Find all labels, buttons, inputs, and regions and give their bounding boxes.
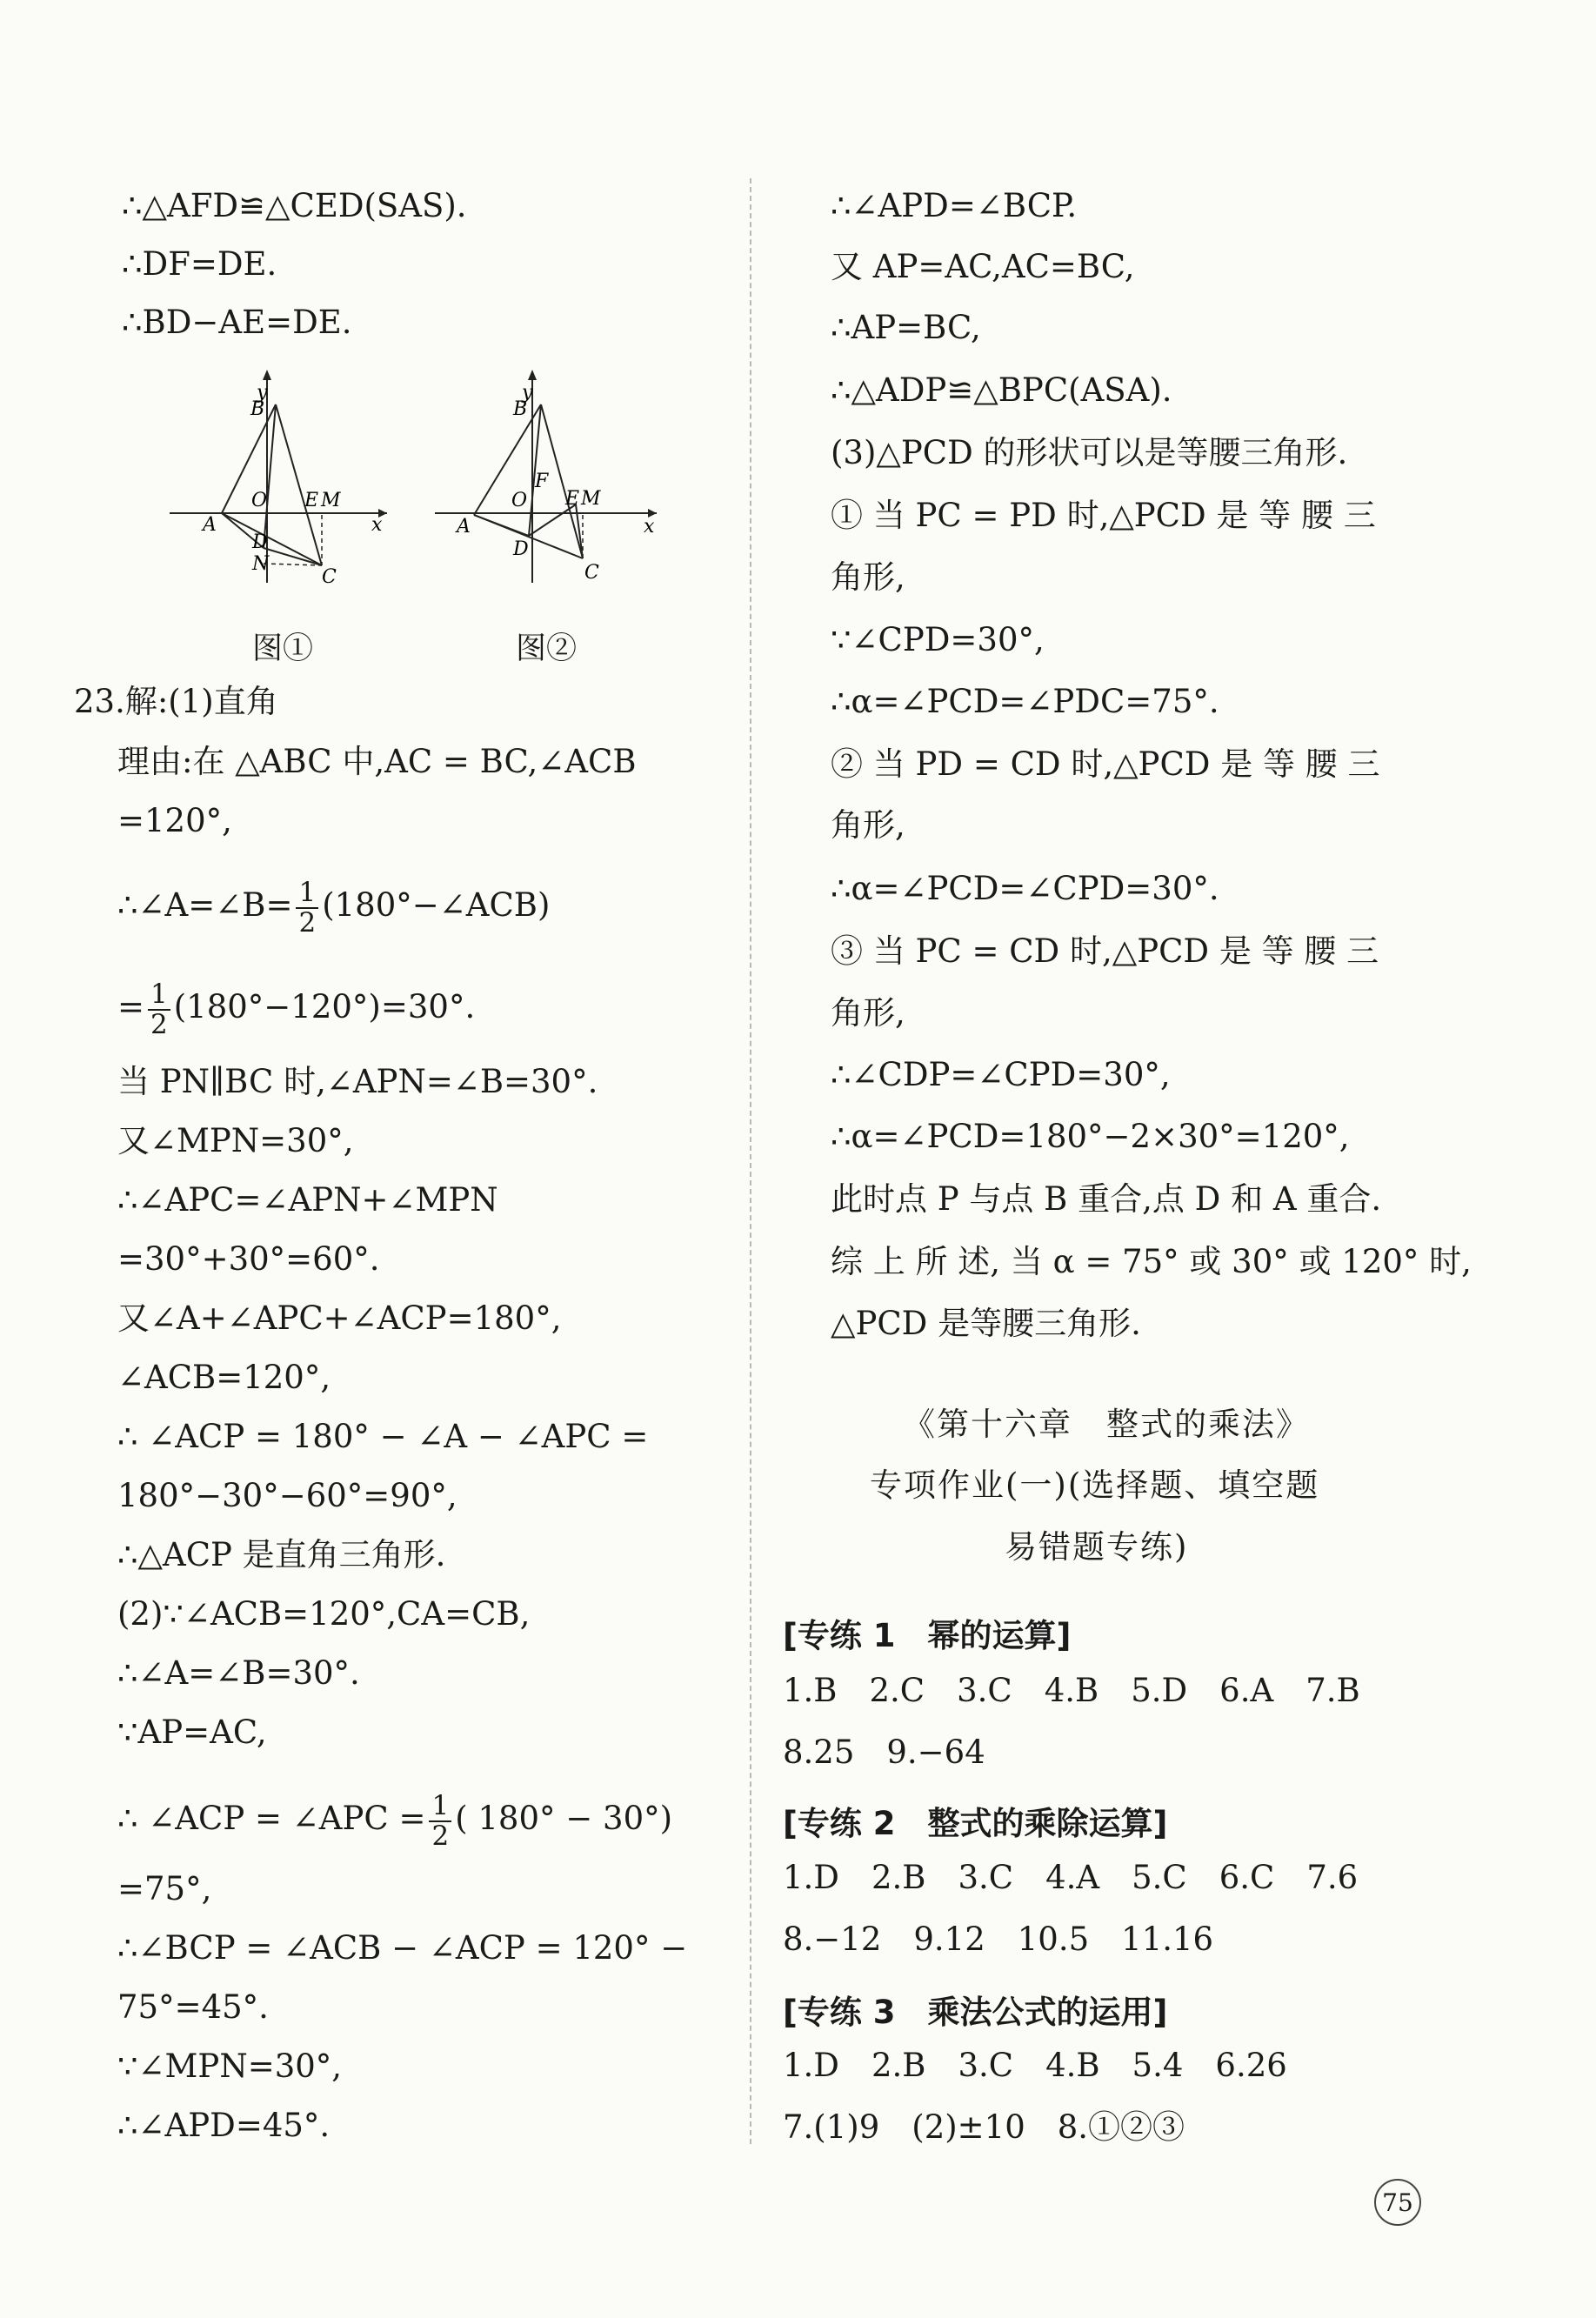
text-line: 角形, <box>831 806 905 844</box>
answer-line: 1.D 2.B 3.C 4.B 5.4 6.26 <box>783 2047 1287 2084</box>
label-O: O <box>511 490 528 511</box>
figure-2 <box>435 365 670 591</box>
text-line: ∴α=∠PCD=180°−2×30°=120°, <box>831 1118 1350 1155</box>
figure-2-caption: 图② <box>516 631 578 666</box>
page-number: 75 <box>1374 2179 1421 2226</box>
text-line: ∵∠MPN=30°, <box>117 2047 343 2085</box>
formula-line: = $\frac{1}{2}$ (180°−120°)=30°. <box>117 979 476 1040</box>
label-O: O <box>251 490 268 511</box>
text-line: ∴α=∠PCD=∠CPD=30°. <box>831 870 1219 907</box>
label-M: M <box>581 488 601 510</box>
text-line: 又∠MPN=30°, <box>117 1122 354 1159</box>
label-A: A <box>203 514 217 536</box>
formula-line: ∴∠A=∠B= $\frac{1}{2}$ (180°−∠ACB) <box>117 877 551 939</box>
text-line: 又 AP=AC,AC=BC, <box>831 248 1135 285</box>
text-line: ∠ACB=120°, <box>117 1359 331 1396</box>
answer-line: 1.D 2.B 3.C 4.A 5.C 6.C 7.6 <box>783 1859 1359 1896</box>
label-M: M <box>321 490 341 511</box>
fraction: $\frac{1}{2}$ <box>296 878 318 937</box>
answer-line: 8.−12 9.12 10.5 11.16 <box>783 1921 1214 1958</box>
text-line: ∴∠APC=∠APN+∠MPN <box>117 1181 498 1219</box>
text-line: 此时点 P 与点 B 重合,点 D 和 A 重合. <box>831 1180 1382 1218</box>
answer-line: 1.B 2.C 3.C 4.B 5.D 6.A 7.B <box>783 1672 1360 1709</box>
section-heading-2: [专练 2 整式的乘除运算] <box>783 1805 1168 1842</box>
text-line: ∴AP=BC, <box>831 309 981 346</box>
label-B: B <box>513 398 528 420</box>
text-line: 180°−30°−60°=90°, <box>117 1477 457 1514</box>
text-line: ∴α=∠PCD=∠PDC=75°. <box>831 683 1219 720</box>
label-y: y <box>522 382 533 404</box>
label-N: N <box>252 553 270 575</box>
text-line: ∴∠APD=∠BCP. <box>831 187 1078 224</box>
column-divider <box>750 178 751 2144</box>
question-23-heading: 23.解:(1)直角 <box>74 683 278 720</box>
text-line: ∴∠APD=45°. <box>117 2107 331 2144</box>
text-line: ∴∠A=∠B=30°. <box>117 1654 360 1692</box>
text-line: ∵∠CPD=30°, <box>831 621 1045 658</box>
text-line: =30°+30°=60°. <box>117 1240 380 1278</box>
text-line: ① 当 PC = PD 时,△PCD 是 等 腰 三 <box>831 497 1376 534</box>
text-line: 75°=45°. <box>117 1988 269 2026</box>
label-x: x <box>371 514 383 536</box>
fraction: $\frac{1}{2}$ <box>429 1792 451 1850</box>
label-F: F <box>535 471 549 492</box>
assignment-title: 专项作业(一)(选择题、填空题 <box>870 1466 1320 1504</box>
text-line: ∴ ∠ACP = 180° − ∠A − ∠APC = <box>117 1418 649 1455</box>
formula-line: ∴ ∠ACP = ∠APC = $\frac{1}{2}$ ( 180° − 30°) <box>117 1790 673 1852</box>
text-line: △PCD 是等腰三角形. <box>831 1305 1141 1342</box>
text-line: 又∠A+∠APC+∠ACP=180°, <box>117 1299 562 1337</box>
text-line: =120°, <box>117 802 232 839</box>
text-line: 综 上 所 述, 当 α = 75° 或 30° 或 120° 时, <box>831 1243 1472 1280</box>
text-line: ② 当 PD = CD 时,△PCD 是 等 腰 三 <box>831 745 1380 783</box>
chapter-title: 《第十六章 整式的乘法》 <box>903 1406 1310 1443</box>
text-line: ∴DF=DE. <box>122 245 277 283</box>
label-y: y <box>257 382 268 404</box>
label-E: E <box>304 490 319 511</box>
text-line: ∴△AFD≌△CED(SAS). <box>122 187 467 224</box>
label-D: D <box>252 531 268 553</box>
text-line: 当 PN∥BC 时,∠APN=∠B=30°. <box>117 1063 598 1100</box>
text-line: (3)△PCD 的形状可以是等腰三角形. <box>831 434 1348 471</box>
text-line: =75°, <box>117 1870 212 1907</box>
text-line: 角形, <box>831 994 905 1032</box>
answer-line: 7.(1)9 (2)±10 8.①②③ <box>783 2108 1185 2146</box>
label-B: B <box>250 398 265 420</box>
label-A: A <box>457 516 471 538</box>
text-line: ∴△ADP≌△BPC(ASA). <box>831 371 1172 409</box>
assignment-subtitle: 易错题专练) <box>1005 1528 1189 1566</box>
text-line: ∴∠CDP=∠CPD=30°, <box>831 1056 1171 1093</box>
answer-line: 8.25 9.−64 <box>783 1733 985 1771</box>
text-line: ∵AP=AC, <box>117 1713 267 1751</box>
label-E: E <box>565 488 580 510</box>
text-line: ∴∠BCP = ∠ACB − ∠ACP = 120° − <box>117 1929 688 1967</box>
label-D: D <box>513 538 529 560</box>
fraction: $\frac{1}{2}$ <box>148 980 170 1039</box>
text-line: 角形, <box>831 558 905 596</box>
figure-1 <box>170 365 400 591</box>
figure-1-caption: 图① <box>252 631 314 666</box>
label-C: C <box>584 562 599 584</box>
text-line: (2)∵∠ACB=120°,CA=CB, <box>117 1595 531 1633</box>
label-x: x <box>644 516 655 538</box>
text-line: ∴△ACP 是直角三角形. <box>117 1536 446 1573</box>
text-line: 理由:在 △ABC 中,AC = BC,∠ACB <box>117 743 637 780</box>
section-heading-1: [专练 1 幂的运算] <box>783 1617 1072 1654</box>
label-C: C <box>322 566 337 588</box>
text-line: ③ 当 PC = CD 时,△PCD 是 等 腰 三 <box>831 932 1379 970</box>
section-heading-3: [专练 3 乘法公式的运用] <box>783 1994 1168 2031</box>
text-line: ∴BD−AE=DE. <box>122 304 352 341</box>
